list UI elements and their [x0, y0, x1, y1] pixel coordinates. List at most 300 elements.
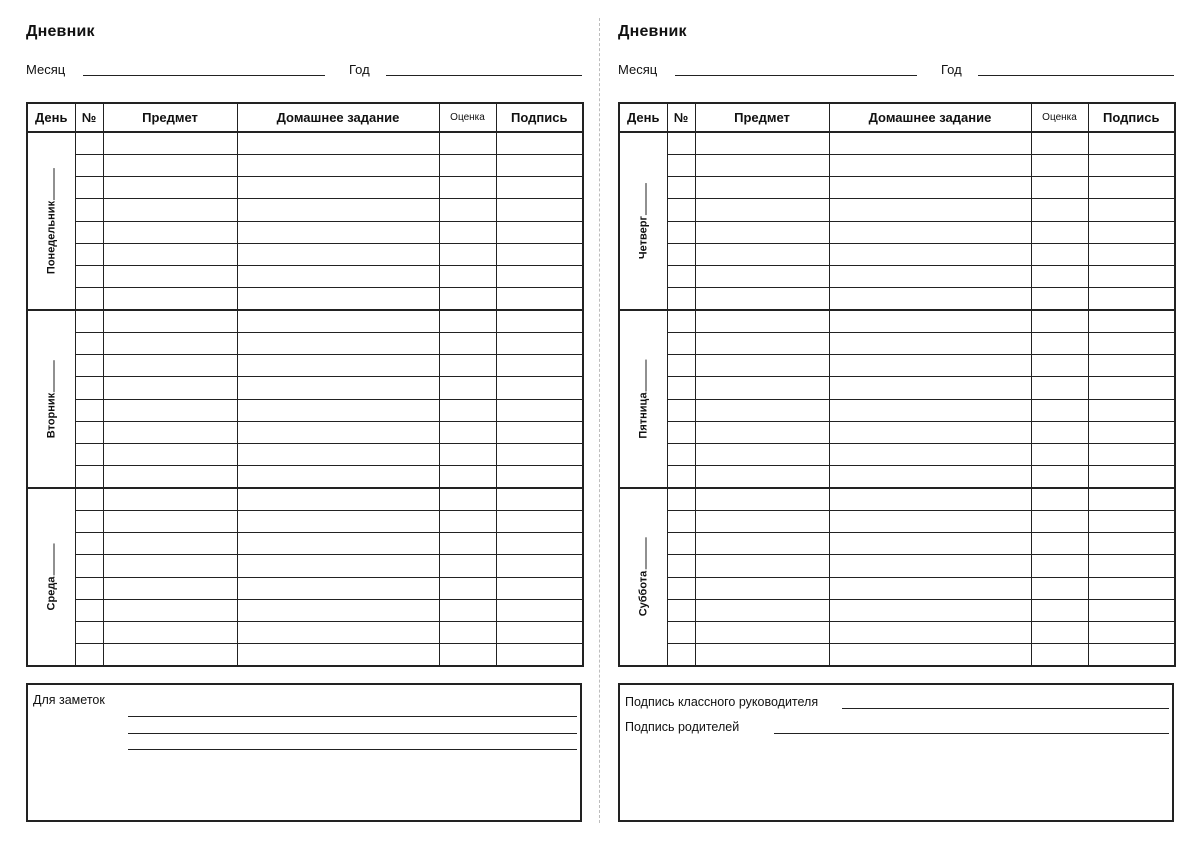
homework-cell[interactable] — [829, 332, 1031, 354]
homework-cell[interactable] — [237, 421, 439, 443]
number-cell[interactable] — [667, 377, 695, 399]
homework-cell[interactable] — [237, 555, 439, 577]
number-cell[interactable] — [75, 355, 103, 377]
table-row — [27, 510, 583, 532]
homework-cell[interactable] — [237, 266, 439, 288]
homework-cell[interactable] — [829, 622, 1031, 644]
day-label — [45, 544, 58, 611]
grade-cell[interactable] — [439, 577, 496, 599]
day-cell — [619, 132, 667, 310]
homework-cell[interactable] — [237, 288, 439, 310]
grade-cell[interactable] — [439, 288, 496, 310]
grade-cell[interactable] — [1031, 488, 1088, 510]
signature-cell[interactable] — [1088, 444, 1175, 466]
number-cell[interactable] — [667, 288, 695, 310]
subject-cell[interactable] — [695, 355, 829, 377]
signature-cell[interactable] — [496, 199, 583, 221]
signature-cell[interactable] — [496, 310, 583, 332]
subject-cell[interactable] — [103, 199, 237, 221]
table-header-row — [27, 103, 583, 132]
number-cell[interactable] — [75, 199, 103, 221]
day-cell — [27, 488, 75, 666]
subject-cell[interactable] — [103, 243, 237, 265]
subject-cell[interactable] — [695, 444, 829, 466]
signature-cell[interactable] — [496, 132, 583, 154]
number-cell[interactable] — [75, 488, 103, 510]
subject-cell[interactable] — [695, 132, 829, 154]
day-label — [45, 168, 58, 274]
year-field[interactable] — [978, 75, 1174, 76]
signature-cell[interactable] — [496, 644, 583, 666]
grade-cell[interactable] — [439, 310, 496, 332]
number-cell[interactable] — [75, 243, 103, 265]
signature-cell[interactable] — [496, 288, 583, 310]
signature-cell[interactable] — [1088, 644, 1175, 666]
grade-cell[interactable] — [1031, 177, 1088, 199]
grade-cell[interactable] — [1031, 510, 1088, 532]
homework-cell[interactable] — [237, 177, 439, 199]
grade-cell[interactable] — [1031, 310, 1088, 332]
header-day: День — [619, 103, 667, 132]
subject-cell[interactable] — [695, 622, 829, 644]
table-row — [27, 644, 583, 666]
date-blank[interactable] — [45, 360, 55, 392]
subject-cell[interactable] — [103, 622, 237, 644]
number-cell[interactable] — [75, 533, 103, 555]
number-cell[interactable] — [75, 444, 103, 466]
homework-cell[interactable] — [829, 599, 1031, 621]
grade-cell[interactable] — [1031, 288, 1088, 310]
grade-cell[interactable] — [1031, 599, 1088, 621]
number-cell[interactable] — [75, 555, 103, 577]
grade-cell[interactable] — [1031, 399, 1088, 421]
grade-cell[interactable] — [1031, 266, 1088, 288]
subject-cell[interactable] — [103, 399, 237, 421]
homework-cell[interactable] — [829, 377, 1031, 399]
grade-cell[interactable] — [1031, 444, 1088, 466]
notes-line[interactable] — [128, 716, 577, 717]
month-label: Месяц — [618, 62, 658, 77]
homework-cell[interactable] — [829, 132, 1031, 154]
subject-cell[interactable] — [103, 488, 237, 510]
grade-cell[interactable] — [1031, 533, 1088, 555]
subject-cell[interactable] — [695, 266, 829, 288]
table-row — [619, 577, 1175, 599]
homework-cell[interactable] — [237, 332, 439, 354]
grade-cell[interactable] — [439, 644, 496, 666]
number-cell[interactable] — [75, 421, 103, 443]
signature-cell[interactable] — [496, 577, 583, 599]
day-label — [637, 183, 650, 259]
number-cell[interactable] — [75, 599, 103, 621]
number-cell[interactable] — [667, 355, 695, 377]
signature-cell[interactable] — [496, 243, 583, 265]
signature-cell[interactable] — [496, 221, 583, 243]
table-row — [27, 154, 583, 176]
grade-cell[interactable] — [439, 132, 496, 154]
right-page — [618, 0, 1174, 848]
subject-cell[interactable] — [103, 533, 237, 555]
signature-cell[interactable] — [1088, 421, 1175, 443]
subject-cell[interactable] — [103, 555, 237, 577]
subject-cell[interactable] — [695, 510, 829, 532]
year-field[interactable] — [386, 75, 582, 76]
homework-cell[interactable] — [237, 132, 439, 154]
day-label — [637, 359, 650, 438]
homework-cell[interactable] — [829, 510, 1031, 532]
number-cell[interactable] — [667, 199, 695, 221]
number-cell[interactable] — [75, 266, 103, 288]
teacher-signature-label: Подпись классного руководителя — [625, 695, 819, 709]
number-cell[interactable] — [667, 421, 695, 443]
subject-cell[interactable] — [103, 310, 237, 332]
grade-cell[interactable] — [439, 332, 496, 354]
subject-cell[interactable] — [103, 510, 237, 532]
signature-cell[interactable] — [1088, 622, 1175, 644]
signature-cell[interactable] — [496, 421, 583, 443]
signature-cell[interactable] — [1088, 332, 1175, 354]
subject-cell[interactable] — [695, 466, 829, 488]
subject-cell[interactable] — [103, 154, 237, 176]
table-row — [619, 444, 1175, 466]
homework-cell[interactable] — [237, 510, 439, 532]
table-row — [619, 421, 1175, 443]
grade-cell[interactable] — [1031, 577, 1088, 599]
homework-cell[interactable] — [829, 288, 1031, 310]
signature-cell[interactable] — [1088, 154, 1175, 176]
grade-cell[interactable] — [439, 377, 496, 399]
grade-cell[interactable] — [1031, 466, 1088, 488]
homework-cell[interactable] — [829, 577, 1031, 599]
number-cell[interactable] — [75, 622, 103, 644]
homework-cell[interactable] — [237, 355, 439, 377]
grade-cell[interactable] — [1031, 644, 1088, 666]
table-row — [27, 310, 583, 332]
day-label — [637, 538, 650, 617]
number-cell[interactable] — [75, 377, 103, 399]
signature-cell[interactable] — [496, 399, 583, 421]
homework-cell[interactable] — [829, 555, 1031, 577]
signature-cell[interactable] — [1088, 266, 1175, 288]
number-cell[interactable] — [75, 399, 103, 421]
header-grade: Оценка — [439, 103, 496, 132]
subject-cell[interactable] — [103, 355, 237, 377]
homework-cell[interactable] — [237, 599, 439, 621]
signature-cell[interactable] — [1088, 533, 1175, 555]
homework-cell[interactable] — [829, 221, 1031, 243]
day-label — [45, 360, 58, 438]
grade-cell[interactable] — [439, 154, 496, 176]
number-cell[interactable] — [667, 221, 695, 243]
grade-cell[interactable] — [439, 243, 496, 265]
number-cell[interactable] — [75, 288, 103, 310]
subject-cell[interactable] — [103, 444, 237, 466]
header-grade: Оценка — [1031, 103, 1088, 132]
signature-cell[interactable] — [1088, 577, 1175, 599]
subject-cell[interactable] — [103, 177, 237, 199]
signature-cell[interactable] — [1088, 399, 1175, 421]
subject-cell[interactable] — [695, 577, 829, 599]
table-row — [619, 466, 1175, 488]
number-cell[interactable] — [75, 577, 103, 599]
homework-cell[interactable] — [829, 533, 1031, 555]
signature-cell[interactable] — [1088, 199, 1175, 221]
signature-cell[interactable] — [1088, 466, 1175, 488]
grade-cell[interactable] — [439, 510, 496, 532]
table-row — [619, 266, 1175, 288]
diary-table — [618, 102, 1176, 667]
date-blank[interactable] — [45, 544, 55, 576]
number-cell[interactable] — [667, 154, 695, 176]
signature-cell[interactable] — [496, 622, 583, 644]
month-field[interactable] — [83, 75, 325, 76]
subject-cell[interactable] — [103, 332, 237, 354]
grade-cell[interactable] — [439, 555, 496, 577]
signature-cell[interactable] — [496, 332, 583, 354]
signature-cell[interactable] — [1088, 221, 1175, 243]
homework-cell[interactable] — [829, 199, 1031, 221]
homework-cell[interactable] — [237, 221, 439, 243]
signature-cell[interactable] — [1088, 132, 1175, 154]
table-row — [619, 221, 1175, 243]
notes-line[interactable] — [128, 749, 577, 750]
notes-label: Для заметок — [33, 693, 105, 707]
subject-cell[interactable] — [695, 199, 829, 221]
subject-cell[interactable] — [695, 221, 829, 243]
homework-cell[interactable] — [237, 644, 439, 666]
homework-cell[interactable] — [237, 399, 439, 421]
signature-cell[interactable] — [1088, 510, 1175, 532]
teacher-signature-field[interactable] — [842, 708, 1169, 709]
signatures-box — [618, 683, 1174, 822]
subject-cell[interactable] — [103, 377, 237, 399]
signature-cell[interactable] — [1088, 555, 1175, 577]
number-cell[interactable] — [75, 510, 103, 532]
homework-cell[interactable] — [237, 466, 439, 488]
table-row — [619, 399, 1175, 421]
number-cell[interactable] — [667, 644, 695, 666]
number-cell[interactable] — [667, 555, 695, 577]
grade-cell[interactable] — [1031, 132, 1088, 154]
number-cell[interactable] — [667, 488, 695, 510]
table-row — [619, 377, 1175, 399]
left-page — [26, 0, 582, 848]
header-subject: Предмет — [695, 103, 829, 132]
grade-cell[interactable] — [439, 266, 496, 288]
grade-cell[interactable] — [1031, 332, 1088, 354]
number-cell[interactable] — [667, 466, 695, 488]
table-row — [27, 599, 583, 621]
subject-cell[interactable] — [695, 421, 829, 443]
subject-cell[interactable] — [695, 377, 829, 399]
subject-cell[interactable] — [103, 288, 237, 310]
homework-cell[interactable] — [237, 154, 439, 176]
number-cell[interactable] — [667, 510, 695, 532]
table-row — [27, 221, 583, 243]
signature-cell[interactable] — [1088, 599, 1175, 621]
date-blank[interactable] — [45, 168, 55, 200]
grade-cell[interactable] — [439, 466, 496, 488]
page-divider — [599, 18, 600, 823]
homework-cell[interactable] — [829, 488, 1031, 510]
signature-cell[interactable] — [496, 466, 583, 488]
parents-signature-field[interactable] — [774, 733, 1169, 734]
subject-cell[interactable] — [695, 332, 829, 354]
table-row — [619, 488, 1175, 510]
subject-cell[interactable] — [103, 599, 237, 621]
homework-cell[interactable] — [237, 243, 439, 265]
homework-cell[interactable] — [237, 533, 439, 555]
signature-cell[interactable] — [496, 154, 583, 176]
table-row — [27, 444, 583, 466]
number-cell[interactable] — [75, 221, 103, 243]
homework-cell[interactable] — [829, 444, 1031, 466]
number-cell[interactable] — [75, 154, 103, 176]
number-cell[interactable] — [75, 177, 103, 199]
number-cell[interactable] — [75, 466, 103, 488]
signature-cell[interactable] — [1088, 377, 1175, 399]
grade-cell[interactable] — [1031, 355, 1088, 377]
signature-cell[interactable] — [496, 266, 583, 288]
signature-cell[interactable] — [496, 488, 583, 510]
signature-cell[interactable] — [1088, 243, 1175, 265]
notes-box — [26, 683, 582, 822]
subject-cell[interactable] — [103, 266, 237, 288]
header-homework: Домашнее задание — [829, 103, 1031, 132]
signature-cell[interactable] — [496, 510, 583, 532]
number-cell[interactable] — [75, 132, 103, 154]
number-cell[interactable] — [667, 577, 695, 599]
homework-cell[interactable] — [829, 466, 1031, 488]
subject-cell[interactable] — [695, 288, 829, 310]
day-name: Вторник — [45, 392, 58, 439]
subject-cell[interactable] — [695, 488, 829, 510]
table-row — [27, 332, 583, 354]
subject-cell[interactable] — [695, 399, 829, 421]
homework-cell[interactable] — [829, 177, 1031, 199]
number-cell[interactable] — [667, 177, 695, 199]
homework-cell[interactable] — [829, 355, 1031, 377]
date-blank[interactable] — [637, 538, 647, 570]
header-subject: Предмет — [103, 103, 237, 132]
number-cell[interactable] — [667, 622, 695, 644]
homework-cell[interactable] — [829, 266, 1031, 288]
signature-cell[interactable] — [1088, 177, 1175, 199]
signature-cell[interactable] — [496, 177, 583, 199]
signature-cell[interactable] — [1088, 488, 1175, 510]
date-blank[interactable] — [637, 183, 647, 215]
subject-cell[interactable] — [695, 644, 829, 666]
homework-cell[interactable] — [829, 310, 1031, 332]
day-name: Среда — [45, 576, 58, 611]
subject-cell[interactable] — [695, 243, 829, 265]
subject-cell[interactable] — [103, 421, 237, 443]
homework-cell[interactable] — [829, 243, 1031, 265]
number-cell[interactable] — [75, 332, 103, 354]
grade-cell[interactable] — [1031, 154, 1088, 176]
grade-cell[interactable] — [439, 444, 496, 466]
grade-cell[interactable] — [439, 221, 496, 243]
grade-cell[interactable] — [439, 488, 496, 510]
subject-cell[interactable] — [103, 221, 237, 243]
subject-cell[interactable] — [695, 177, 829, 199]
grade-cell[interactable] — [439, 533, 496, 555]
homework-cell[interactable] — [829, 399, 1031, 421]
homework-cell[interactable] — [237, 444, 439, 466]
grade-cell[interactable] — [439, 599, 496, 621]
homework-cell[interactable] — [237, 377, 439, 399]
number-cell[interactable] — [667, 310, 695, 332]
signature-cell[interactable] — [496, 555, 583, 577]
signature-cell[interactable] — [1088, 355, 1175, 377]
number-cell[interactable] — [75, 644, 103, 666]
homework-cell[interactable] — [237, 488, 439, 510]
number-cell[interactable] — [75, 310, 103, 332]
homework-cell[interactable] — [829, 644, 1031, 666]
number-cell[interactable] — [667, 399, 695, 421]
signature-cell[interactable] — [1088, 310, 1175, 332]
notes-line[interactable] — [128, 733, 577, 734]
grade-cell[interactable] — [1031, 421, 1088, 443]
homework-cell[interactable] — [237, 199, 439, 221]
grade-cell[interactable] — [1031, 221, 1088, 243]
table-body — [27, 132, 583, 666]
subject-cell[interactable] — [695, 555, 829, 577]
signature-cell[interactable] — [496, 533, 583, 555]
signature-cell[interactable] — [1088, 288, 1175, 310]
signature-cell[interactable] — [496, 444, 583, 466]
number-cell[interactable] — [667, 266, 695, 288]
subject-cell[interactable] — [103, 644, 237, 666]
subject-cell[interactable] — [103, 577, 237, 599]
number-cell[interactable] — [667, 533, 695, 555]
number-cell[interactable] — [667, 599, 695, 621]
subject-cell[interactable] — [103, 466, 237, 488]
grade-cell[interactable] — [1031, 555, 1088, 577]
grade-cell[interactable] — [1031, 622, 1088, 644]
subject-cell[interactable] — [103, 132, 237, 154]
signature-cell[interactable] — [496, 599, 583, 621]
number-cell[interactable] — [667, 243, 695, 265]
grade-cell[interactable] — [439, 421, 496, 443]
grade-cell[interactable] — [439, 199, 496, 221]
grade-cell[interactable] — [439, 622, 496, 644]
subject-cell[interactable] — [695, 533, 829, 555]
grade-cell[interactable] — [1031, 199, 1088, 221]
month-field[interactable] — [675, 75, 917, 76]
homework-cell[interactable] — [829, 154, 1031, 176]
signature-cell[interactable] — [496, 355, 583, 377]
grade-cell[interactable] — [439, 399, 496, 421]
homework-cell[interactable] — [237, 622, 439, 644]
number-cell[interactable] — [667, 332, 695, 354]
homework-cell[interactable] — [237, 577, 439, 599]
signature-cell[interactable] — [496, 377, 583, 399]
homework-cell[interactable] — [237, 310, 439, 332]
subject-cell[interactable] — [695, 599, 829, 621]
grade-cell[interactable] — [1031, 377, 1088, 399]
grade-cell[interactable] — [1031, 243, 1088, 265]
number-cell[interactable] — [667, 132, 695, 154]
subject-cell[interactable] — [695, 154, 829, 176]
grade-cell[interactable] — [439, 177, 496, 199]
number-cell[interactable] — [667, 444, 695, 466]
subject-cell[interactable] — [695, 310, 829, 332]
date-blank[interactable] — [637, 359, 647, 391]
grade-cell[interactable] — [439, 355, 496, 377]
homework-cell[interactable] — [829, 421, 1031, 443]
table-row — [619, 177, 1175, 199]
